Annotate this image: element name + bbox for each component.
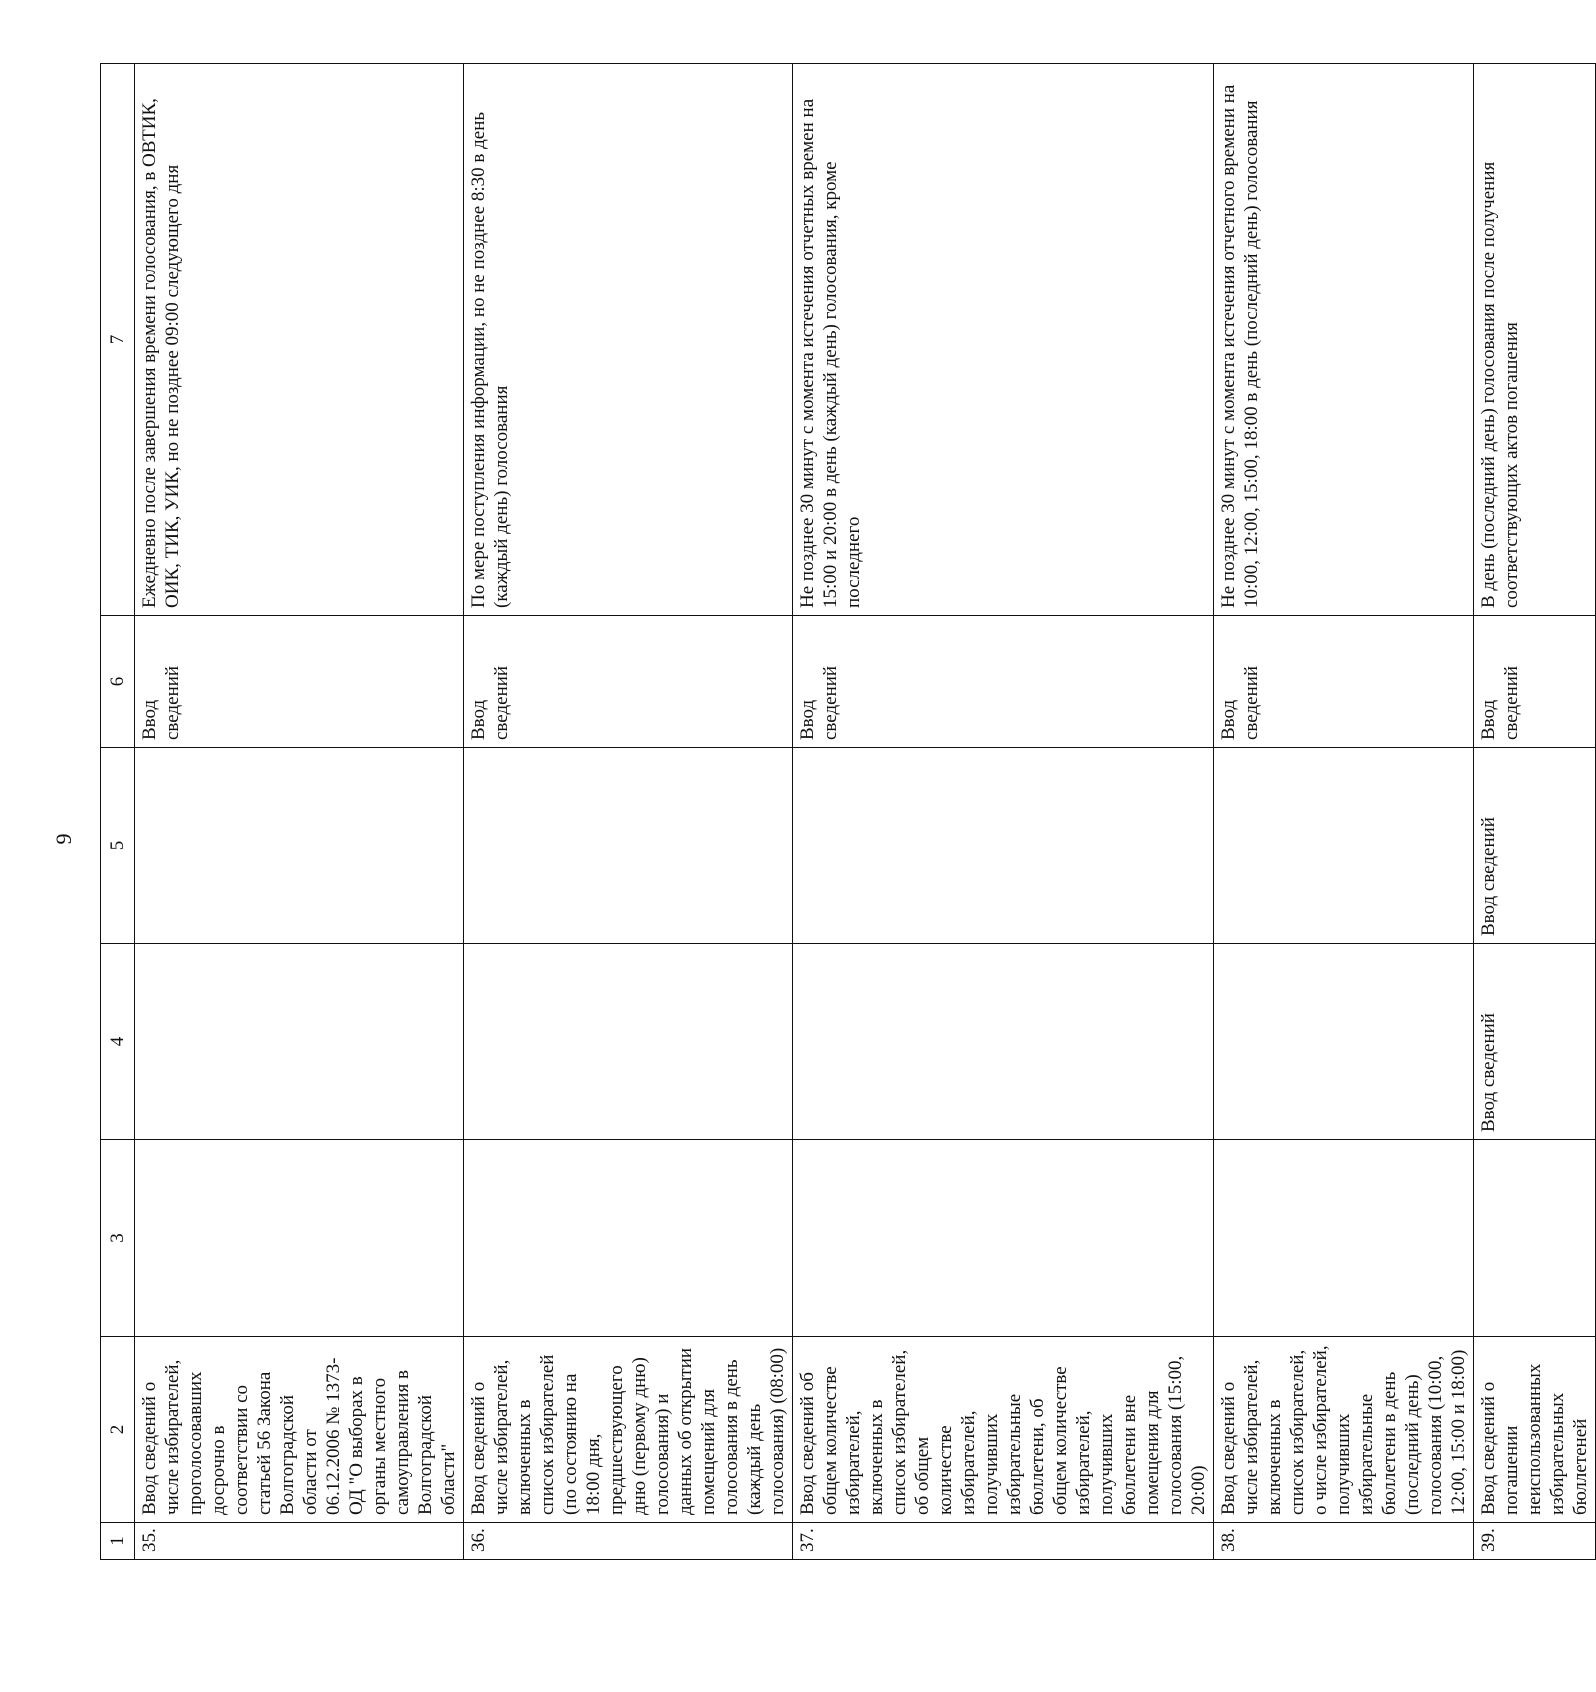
cell-col5: Ввод сведений [1474, 748, 1596, 944]
cell-col3 [135, 1140, 464, 1337]
cell-col7: Ежедневно после завершения времени голосования, в ОВТИК, ОИК, ТИК, УИК, но не позднее 09:00 следующего дня [135, 64, 464, 616]
table-row [464, 64, 793, 1560]
cell-col5 [464, 748, 793, 944]
header-row [101, 64, 135, 1560]
row-description: Ввод сведений о погашении неиспользованных избирательных бюллетеней [1474, 1337, 1596, 1523]
cell-col4 [135, 944, 464, 1140]
cell-col4 [464, 944, 793, 1140]
cell-col3 [1474, 1140, 1596, 1337]
cell-col3 [1214, 1140, 1474, 1337]
cell-col7: По мере поступления информации, но не позднее 8:30 в день (каждый день) голосования [464, 64, 793, 616]
cell-col3 [464, 1140, 793, 1337]
cell-col6: Ввод сведений [1474, 616, 1596, 748]
row-description: Ввод сведений о числе избирателей, включенных в список избирателей (по состоянию на 18:00 дня, предшествующего дню (первому дню) голосования) и данных об открытии помещений для голосования в день (каждый день голосования) (08:00) [464, 1337, 793, 1523]
page-number: 9 [51, 833, 76, 845]
schedule-table [100, 63, 1596, 1560]
column-header: 7 [101, 64, 135, 616]
cell-col5 [135, 748, 464, 944]
table-row [793, 64, 1214, 1560]
column-header: 2 [101, 1337, 135, 1523]
column-header: 3 [101, 1140, 135, 1337]
cell-col7: Не позднее 30 минут с момента истечения отчетного времени на 10:00, 12:00, 15:00, 18:00 в день (последний день) голосования [1214, 64, 1474, 616]
cell-col6: Ввод сведений [793, 616, 1214, 748]
cell-col5 [793, 748, 1214, 944]
cell-col5 [1214, 748, 1474, 944]
cell-col6: Ввод сведений [464, 616, 793, 748]
cell-col6: Ввод сведений [1214, 616, 1474, 748]
cell-col7: В день (последний день) голосования после получения соответствующих актов погашения [1474, 64, 1596, 616]
cell-col3 [793, 1140, 1214, 1337]
column-header: 5 [101, 748, 135, 944]
cell-col4: Ввод сведений [1474, 944, 1596, 1140]
column-header: 1 [101, 1523, 135, 1560]
row-number: 38. [1214, 1523, 1474, 1560]
row-number: 35. [135, 1523, 464, 1560]
cell-col6: Ввод сведений [135, 616, 464, 748]
row-description: Ввод сведений о числе избирателей, проголосовавших досрочно в соответствии со статьей 56 Закона Волгоградской области от 06.12.2006 № 1373-ОД "О выборах в органы местного самоуправления в Волгоградской области" [135, 1337, 464, 1523]
cell-col7: Не позднее 30 минут с момента истечения отчетных времен на 15:00 и 20:00 в день (каждый день) голосования, кроме последнего [793, 64, 1214, 616]
row-number: 36. [464, 1523, 793, 1560]
row-number: 39. [1474, 1523, 1596, 1560]
table-row [1474, 64, 1596, 1560]
rotated-table-container [100, 64, 1591, 1560]
column-header: 4 [101, 944, 135, 1140]
cell-col4 [1214, 944, 1474, 1140]
row-number: 37. [793, 1523, 1214, 1560]
cell-col4 [793, 944, 1214, 1140]
table-row [1214, 64, 1474, 1560]
table-row [135, 64, 464, 1560]
row-description: Ввод сведений о числе избирателей, включенных в список избирателей, о числе избирателей, получивших избирательные бюллетени в день (последний день) голосования (10:00, 12:00, 15:00 и 18:00) [1214, 1337, 1474, 1523]
row-description: Ввод сведений об общем количестве избирателей, включенных в список избирателей, об общем количестве избирателей, получивших избирательные бюллетени, об общем количестве избирателей, получивших бюллетени вне помещения для голосования (15:00, 20:00) [793, 1337, 1214, 1523]
column-header: 6 [101, 616, 135, 748]
